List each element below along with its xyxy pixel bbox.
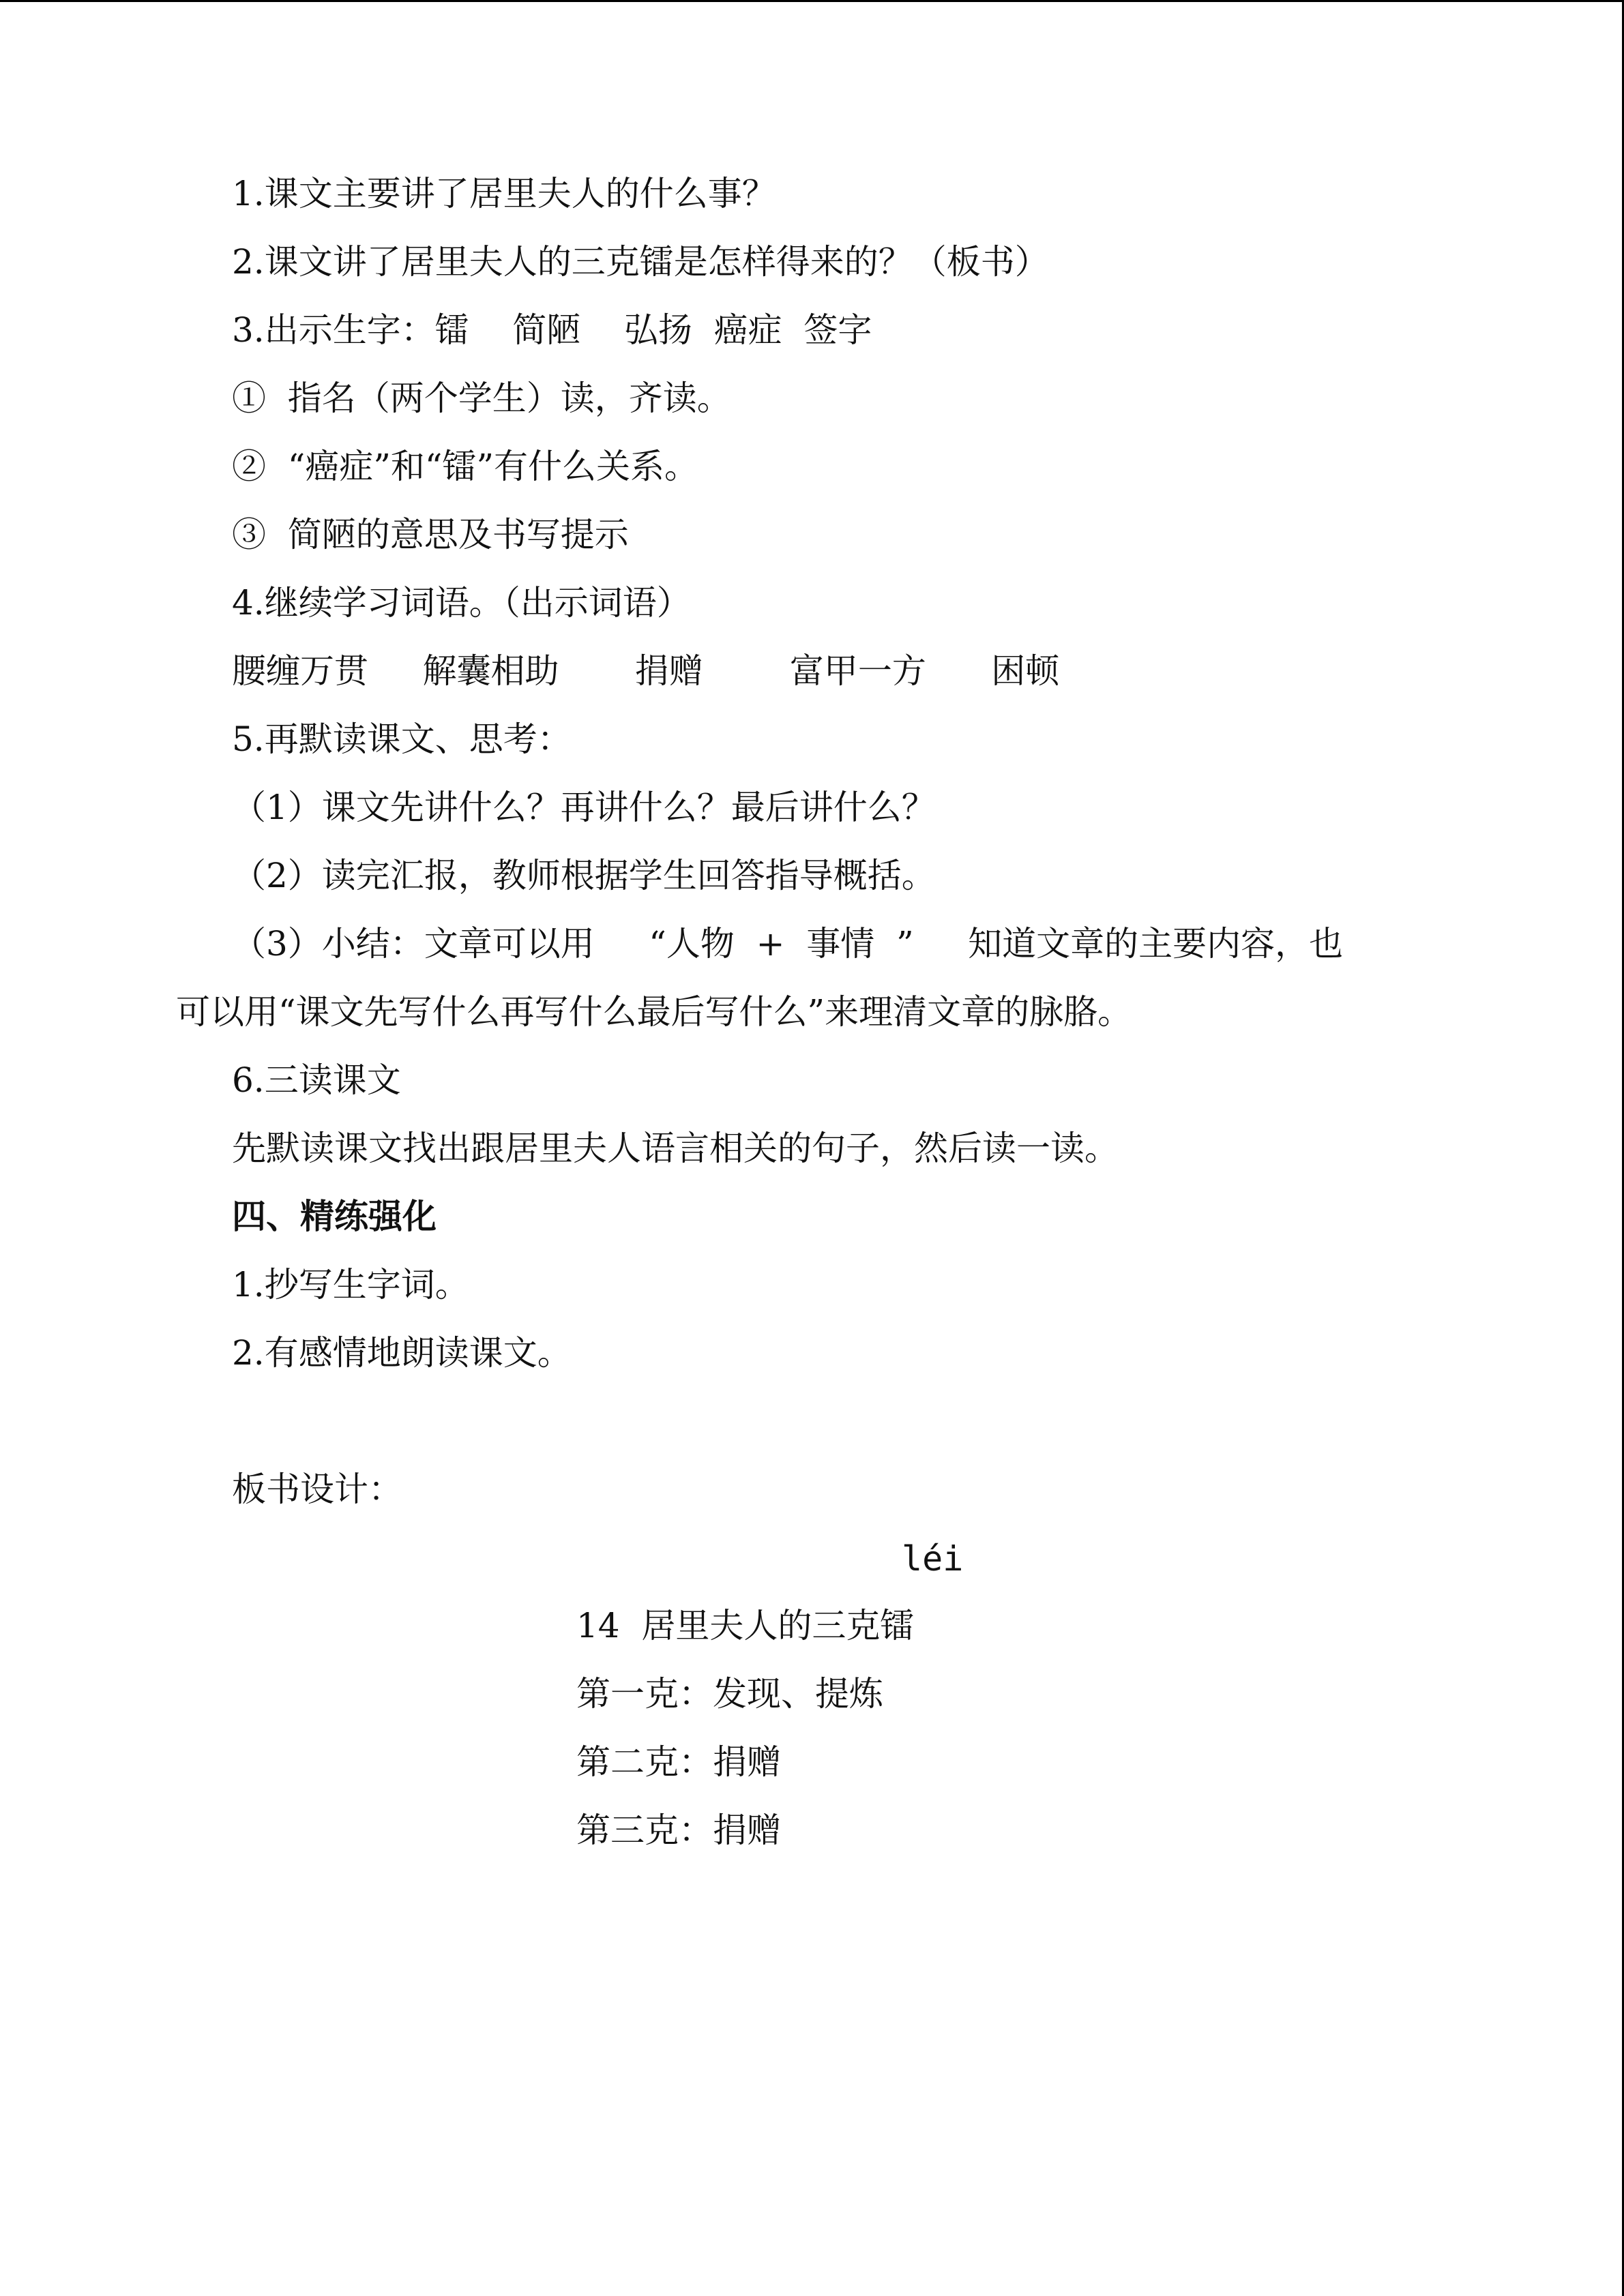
question-1: 1.课文主要讲了居里夫人的什么事？ bbox=[232, 174, 776, 213]
question-4: 4.继续学习词语。（出示词语） bbox=[232, 583, 691, 623]
board-design-label: 板书设计： bbox=[232, 1470, 402, 1509]
board-title: 14 居里夫人的三克镭 bbox=[576, 1606, 915, 1645]
question-3-item-2: ② “癌症”和“镭”有什么关系。 bbox=[232, 447, 699, 486]
practice-2: 2.有感情地朗读课文。 bbox=[232, 1333, 572, 1373]
question-3-item-3: ③ 简陋的意思及书写提示 bbox=[232, 515, 629, 554]
board-row-3: 第三克：捐赠 bbox=[576, 1810, 781, 1850]
board-pinyin: léi bbox=[902, 1539, 964, 1579]
question-5-item-1: （1）课文先讲什么？再讲什么？最后讲什么？ bbox=[232, 788, 936, 827]
section-heading-4: 四、精练强化 bbox=[232, 1196, 437, 1236]
question-5-item-3-continued: 可以用“课文先写什么再写什么最后写什么”来理清文章的脉胳。 bbox=[176, 992, 1132, 1032]
question-5: 5.再默读课文、思考： bbox=[232, 719, 572, 759]
question-5-item-3: （3）小结：文章可以用 “人物 + 事情 ” 知道文章的主要内容，也 bbox=[232, 924, 1344, 964]
question-3-item-1: ① 指名（两个学生）读，齐读。 bbox=[232, 378, 731, 418]
question-2: 2.课文讲了居里夫人的三克镭是怎样得来的？（板书） bbox=[232, 242, 1049, 282]
question-3: 3.出示生字：镭 简陋 弘扬 癌症 签字 bbox=[232, 310, 872, 350]
board-row-1: 第一克：发现、提炼 bbox=[576, 1674, 883, 1714]
board-row-2: 第二克：捐赠 bbox=[576, 1742, 781, 1782]
question-5-item-2: （2）读完汇报，教师根据学生回答指导概括。 bbox=[232, 856, 936, 895]
question-6: 6.三读课文 bbox=[232, 1060, 401, 1100]
word-list: 腰缠万贯 解囊相助 捐赠 富甲一方 困顿 bbox=[232, 651, 1060, 691]
question-6-item: 先默读课文找出跟居里夫人语言相关的句子，然后读一读。 bbox=[232, 1129, 1119, 1168]
practice-1: 1.抄写生字词。 bbox=[232, 1265, 469, 1304]
